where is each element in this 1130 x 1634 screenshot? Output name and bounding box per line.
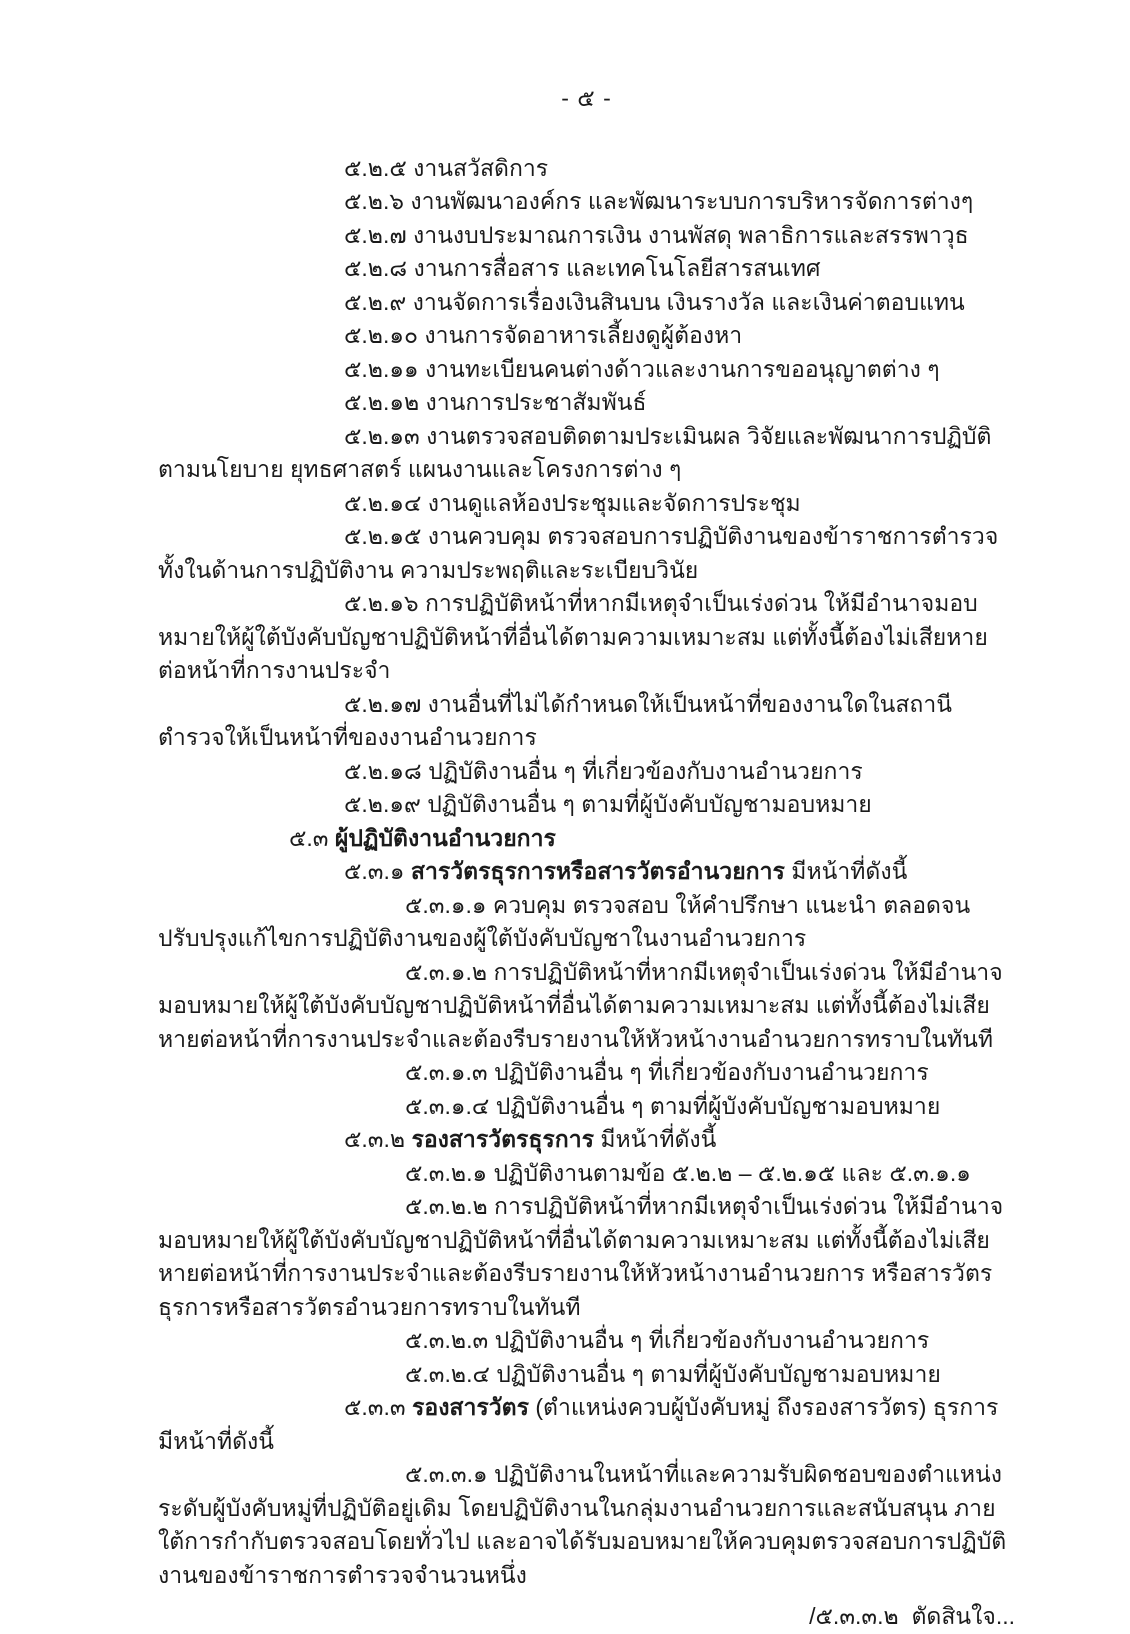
item-text: การปฏิบัติหน้าที่หากมีเหตุจำเป็นเร่งด่วน ให้มีอำนาจมอบหมายให้​ผู้ใต้บังคับบัญชาปฏิบัติหน้าที่อื่นได้ตามความเหมาะสม แต่ทั้งนี้ต้องไม่เสียหายต่อหน้าที่การงานประจำและต้อง​รีบรายงานให้หัวหน้างานอำนวยการทราบในทันที bbox=[158, 958, 1003, 1052]
item-number: ๕.๓.๑.๔ bbox=[405, 1092, 490, 1119]
item-text: งานการจัดอาหารเลี้ยงดูผู้ต้องหา bbox=[424, 322, 743, 348]
paragraph-๕.๒.๑๙ bbox=[158, 788, 1015, 822]
paragraph-๕.๓.๑.๑ bbox=[158, 889, 1015, 956]
paragraph-๕.๒.๑๓ bbox=[158, 420, 1015, 487]
paragraph-๕.๓.๑ bbox=[158, 855, 1015, 889]
item-text: ควบคุม ตรวจสอบ ให้คำปรึกษา แนะนำ ตลอดจนปรับปรุงแก้ไข​การปฏิบัติงานของผู้ใต้บังคับบัญชาในงานอำนวยการ bbox=[158, 891, 971, 951]
item-number: ๕.๒.๖ bbox=[344, 188, 404, 214]
item-number: ๕.๓.๑ bbox=[344, 858, 405, 884]
item-text: งานการประชาสัมพันธ์ bbox=[425, 389, 647, 415]
item-text: ปฏิบัติงานอื่น ๆ ที่เกี่ยวข้องกับงานอำนวยการ bbox=[428, 757, 863, 784]
paragraph-๕.๓ bbox=[158, 822, 1015, 856]
item-number: ๕.๓.๒.๔ bbox=[405, 1360, 490, 1387]
item-heading-text: สารวัตรธุรการหรือสารวัตรอำนวยการ bbox=[410, 858, 785, 884]
paragraph-๕.๓.๒.๒ bbox=[158, 1190, 1015, 1324]
item-text: (ตำแหน่งควบผู้บังคับหมู่ ถึงรองสารวัตร) ธุรการ มีหน้าที่ดังนี้ bbox=[158, 1394, 999, 1454]
item-number: ๕.๓.๑.๓ bbox=[405, 1059, 488, 1085]
item-number: ๕.๓.๒.๑ bbox=[405, 1159, 488, 1186]
paragraph-๕.๓.๑.๔ bbox=[158, 1090, 1015, 1124]
item-number: ๕.๓.๑.๑ bbox=[405, 891, 487, 918]
paragraph-๕.๒.๕ bbox=[158, 152, 1015, 186]
paragraph-๕.๓.๑.๒ bbox=[158, 956, 1015, 1057]
paragraph-๕.๓.๒ bbox=[158, 1123, 1015, 1157]
paragraph-๕.๒.๑๔ bbox=[158, 487, 1015, 521]
paragraph-๕.๒.๑๐ bbox=[158, 319, 1015, 353]
item-number: ๕.๒.๙ bbox=[344, 288, 407, 315]
item-number: ๕.๒.๑๘ bbox=[344, 757, 422, 784]
item-number: ๕.๓ bbox=[289, 824, 329, 851]
paragraph-๕.๓.๑.๓ bbox=[158, 1056, 1015, 1090]
item-text: การปฏิบัติหน้าที่หากมีเหตุจำเป็นเร่งด่วน ให้มีอำนาจมอบหมายให้​ผู้ใต้บังคับบัญชาปฏิบัติหน้าที่อื่นได้ตามความเหมาะสม แต่ทั้งนี้ต้องไม่เสียหายต่อหน้าที่การงานประจำ bbox=[158, 590, 988, 683]
item-text: งานงบประมาณการเงิน งานพัสดุ พลาธิการและสรรพาวุธ bbox=[413, 221, 969, 248]
paragraph-๕.๒.๙ bbox=[158, 286, 1015, 320]
paragraph-๕.๒.๑๒ bbox=[158, 386, 1015, 420]
document-body bbox=[158, 152, 1015, 1593]
continuation-marker: /๕.๓.๓.๒ ตัดสินใจ... bbox=[809, 1603, 1015, 1629]
item-text: การปฏิบัติหน้าที่หากมีเหตุจำเป็นเร่งด่วน ให้มีอำนาจมอบหมายให้​ผู้ใต้บังคับบัญชาปฏิบัติหน้าที่อื่นได้ตามความเหมาะสม แต่ทั้งนี้ต้องไม่เสียหายต่อหน้าที่การงานประจำและต้อง​รีบรายงานให้หัวหน้างานอำนวยการ หรือสารวัตรธุรการหรือสารวัตรอำนวยการทราบในทันที bbox=[158, 1193, 1004, 1320]
paragraph-๕.๒.๘ bbox=[158, 252, 1015, 286]
item-number: ๕.๒.๘ bbox=[344, 255, 408, 281]
paragraph-๕.๒.๑๘ bbox=[158, 755, 1015, 789]
paragraph-๕.๓.๒.๓ bbox=[158, 1324, 1015, 1358]
item-number: ๕.๓.๒ bbox=[344, 1126, 406, 1152]
paragraph-๕.๓.๓.๑ bbox=[158, 1458, 1015, 1592]
page-number: - ๕ - bbox=[561, 85, 612, 111]
item-text: ปฏิบัติงานอื่น ๆ ที่เกี่ยวข้องกับงานอำนวยการ bbox=[494, 1059, 929, 1085]
item-text: ปฏิบัติงานตามข้อ ๕.๒.๒ – ๕.๒.๑๕ และ ๕.๓.๑.๑ bbox=[493, 1159, 971, 1186]
item-text: งานควบคุม ตรวจสอบการปฏิบัติงานของข้าราชการตำรวจ ทั้งในด้านการ​ปฏิบัติงาน ความประพฤติและระเบียบวินัย bbox=[158, 523, 999, 583]
item-text: งานทะเบียนคนต่างด้าวและงานการขออนุญาตต่าง ๆ bbox=[424, 355, 940, 382]
item-number: ๕.๓.๑.๒ bbox=[405, 958, 488, 985]
item-heading-text: รองสารวัตรธุรการ bbox=[411, 1126, 594, 1152]
item-text: งานดูแลห้องประชุมและจัดการประชุม bbox=[427, 489, 801, 516]
item-number: ๕.๓.๒.๓ bbox=[405, 1327, 489, 1353]
item-number: ๕.๒.๑๙ bbox=[344, 791, 421, 817]
item-number: ๕.๒.๑๑ bbox=[344, 355, 419, 382]
paragraph-๕.๓.๓ bbox=[158, 1391, 1015, 1458]
item-number: ๕.๒.๑๖ bbox=[344, 590, 419, 616]
item-number: ๕.๒.๕ bbox=[344, 154, 407, 181]
item-text: ปฏิบัติงานในหน้าที่และความรับผิดชอบของตำแหน่งระดับ​ผู้บังคับหมู่ที่ปฏิบัติอยู่เดิม โดยปฏิบัติงานในกลุ่มงานอำนวยการและสนับสนุน ภายใต้การกำกับตรวจสอบ​โดยทั่วไป และอาจได้รับมอบหมายให้ควบคุมตรวจสอบการปฏิบัติงานของข้าราชการตำรวจจำนวนหนึ่ง bbox=[158, 1461, 1007, 1588]
item-number: ๕.๒.๑๐ bbox=[344, 322, 418, 348]
item-number: ๕.๓.๓ bbox=[344, 1394, 406, 1420]
item-text: มีหน้าที่ดังนี้ bbox=[784, 858, 908, 884]
item-text: งานการสื่อสาร และเทคโนโลยีสารสนเทศ bbox=[413, 255, 821, 281]
item-text: งานพัฒนาองค์กร และพัฒนาระบบการบริหารจัดการต่างๆ bbox=[410, 188, 974, 214]
item-number: ๕.๓.๒.๒ bbox=[405, 1193, 488, 1219]
paragraph-๕.๒.๖ bbox=[158, 185, 1015, 219]
paragraph-๕.๒.๑๑ bbox=[158, 353, 1015, 387]
item-text: ปฏิบัติงานอื่น ๆ ที่เกี่ยวข้องกับงานอำนวยการ bbox=[494, 1327, 930, 1353]
item-number: ๕.๒.๑๒ bbox=[344, 389, 420, 415]
paragraph-๕.๒.๑๗ bbox=[158, 688, 1015, 755]
item-text: งานสวัสดิการ bbox=[413, 154, 549, 181]
item-number: ๕.๒.๑๕ bbox=[344, 523, 422, 549]
item-text: ปฏิบัติงานอื่น ๆ ตามที่ผู้บังคับบัญชามอบหมาย bbox=[496, 1360, 941, 1387]
paragraph-๕.๓.๒.๑ bbox=[158, 1157, 1015, 1191]
item-heading-text: ผู้ปฏิบัติงานอำนวยการ bbox=[334, 824, 556, 851]
item-heading-text: รองสารวัตร bbox=[412, 1394, 529, 1420]
item-text: งานตรวจสอบติดตามประเมินผล วิจัยและพัฒนาการปฏิบัติตามนโยบาย ยุทธศาสตร์ แผนงานและโครงการต่าง ๆ bbox=[158, 422, 992, 482]
item-number: ๕.๒.๗ bbox=[344, 221, 407, 248]
item-text: ปฏิบัติงานอื่น ๆ ตามที่ผู้บังคับบัญชามอบหมาย bbox=[495, 1092, 941, 1119]
item-text: งานอื่นที่ไม่ได้กำหนดให้เป็นหน้าที่ของงานใดในสถานีตำรวจให้เป็นหน้าที่​ของงานอำนวยการ bbox=[158, 690, 952, 750]
item-text: มีหน้าที่ดังนี้ bbox=[593, 1126, 717, 1152]
item-number: ๕.๓.๓.๑ bbox=[405, 1461, 488, 1487]
paragraph-๕.๒.๑๕ bbox=[158, 520, 1015, 587]
paragraph-๕.๒.๑๖ bbox=[158, 587, 1015, 688]
item-number: ๕.๒.๑๗ bbox=[344, 690, 422, 717]
paragraph-๕.๓.๒.๔ bbox=[158, 1358, 1015, 1392]
item-number: ๕.๒.๑๔ bbox=[344, 489, 422, 516]
paragraph-๕.๒.๗ bbox=[158, 219, 1015, 253]
item-text: ปฏิบัติงานอื่น ๆ ตามที่ผู้บังคับบัญชามอบหมาย bbox=[427, 791, 872, 817]
item-number: ๕.๒.๑๓ bbox=[344, 422, 420, 449]
item-text: งานจัดการเรื่องเงินสินบน เงินรางวัล และเงินค่าตอบแทน bbox=[412, 288, 965, 315]
